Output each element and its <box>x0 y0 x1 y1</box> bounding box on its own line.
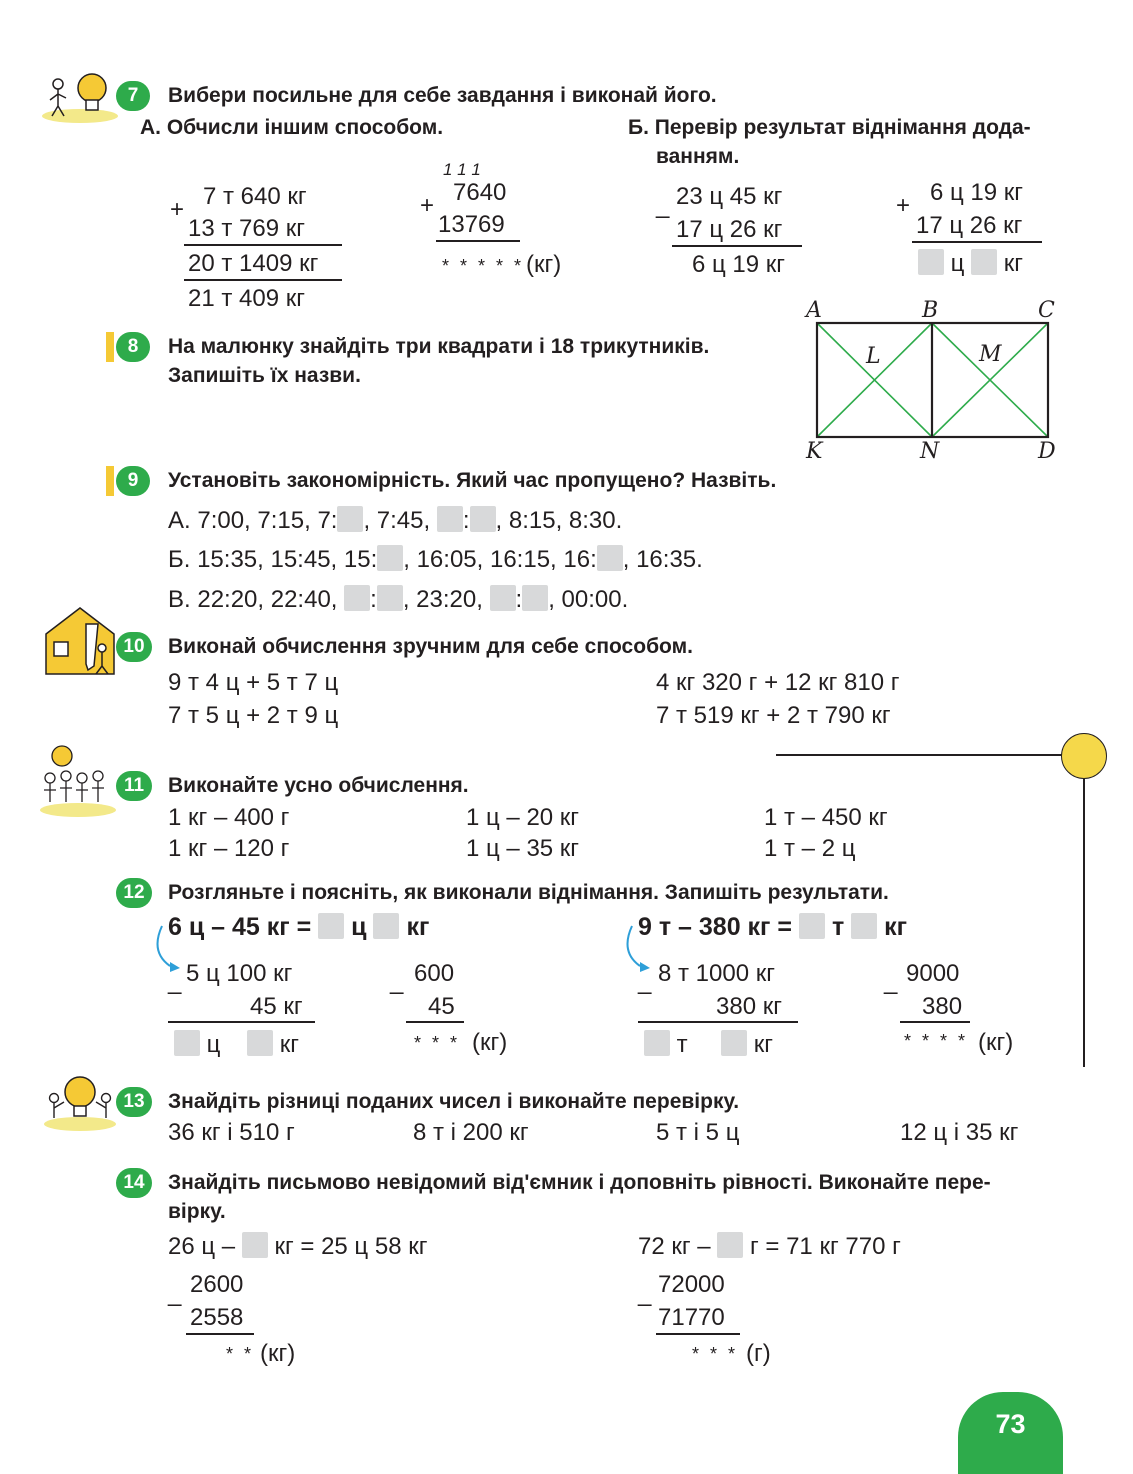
t12-left-n1: 600 <box>414 960 455 987</box>
t14-right-stars: * * * <box>692 1344 739 1364</box>
answer-box[interactable] <box>174 1030 200 1056</box>
b1-row2: 17 ц 26 кг <box>676 216 783 243</box>
yellow-circle-decoration <box>1061 733 1107 779</box>
task-14-number-badge: 14 <box>116 1168 152 1198</box>
divider <box>184 244 342 246</box>
t12-right-row2: 380 кг <box>716 993 782 1020</box>
task-8-line1: На малюнку знайдіть три квадрати і 18 трикутників. <box>168 335 710 358</box>
answer-box[interactable] <box>373 913 399 939</box>
answer-box[interactable] <box>344 585 370 611</box>
task-7-title: Вибери посильне для себе завдання і виконай його. <box>168 84 717 107</box>
label-a: A <box>806 298 822 323</box>
t12-right-row1: 8 т 1000 кг <box>658 960 775 987</box>
answer-box[interactable] <box>971 249 997 275</box>
task-10-r3: 4 кг 320 г + 12 кг 810 г <box>656 669 900 696</box>
task-13-item: 36 кг і 510 г <box>168 1119 295 1146</box>
task-7-option-b: Б. Перевір результат віднімання дода- <box>628 116 1031 139</box>
task-9-row-a: А. 7:00, 7:15, 7: , 7:45, : , 8:15, 8:30. <box>168 507 623 534</box>
b1-row3: 6 ц 19 кг <box>692 251 786 278</box>
divider <box>638 1021 798 1023</box>
label-b: B <box>922 298 939 323</box>
task-8-number-badge: 8 <box>116 332 150 362</box>
task-9-row-c: В. 22:20, 22:40, : , 23:20, : , 00:00. <box>168 586 629 613</box>
minus-sign: _ <box>168 968 182 995</box>
divider <box>436 240 520 242</box>
task-9-row-b: Б. 15:35, 15:45, 15: , 16:05, 16:15, 16: , 16:35. <box>168 546 703 573</box>
a1-row3: 20 т 1409 кг <box>188 250 319 277</box>
answer-box[interactable] <box>717 1232 743 1258</box>
task-11-item: 1 т – 450 кг <box>764 804 888 831</box>
answer-box[interactable] <box>247 1030 273 1056</box>
t12-right-stars: * * * * <box>904 1031 969 1051</box>
task-8-yellow-bar <box>106 332 114 362</box>
task-7-number-badge: 7 <box>116 81 150 111</box>
t14-left-unit: (кг) <box>260 1340 296 1367</box>
answer-box[interactable] <box>799 913 825 939</box>
a2-row1: 7640 <box>453 179 507 206</box>
t12-right-n2: 380 <box>922 993 963 1020</box>
divider <box>912 241 1042 243</box>
house-pencil-icon <box>42 604 118 676</box>
task-9-yellow-bar <box>106 466 114 496</box>
answer-box[interactable] <box>377 545 403 571</box>
task-11-item: 1 ц – 20 кг <box>466 804 580 831</box>
t14-right-unit: (г) <box>746 1340 771 1367</box>
a2-stars: * * * * * <box>442 256 525 276</box>
t12-left-n2: 45 <box>428 993 455 1020</box>
b2-row1: 6 ц 19 кг <box>930 179 1024 206</box>
task-13-item: 12 ц і 35 кг <box>900 1119 1019 1146</box>
label-d: D <box>1038 439 1056 464</box>
group-lightbulb-icon <box>38 744 118 818</box>
answer-box[interactable] <box>242 1232 268 1258</box>
task-7-option-a: А. Обчисли іншим способом. <box>140 116 444 139</box>
decorative-vertical-line <box>1083 779 1085 1067</box>
minus-sign: _ <box>390 968 404 995</box>
task-12-title: Розгляньте і поясніть, як виконали віднімання. Запишіть результати. <box>168 881 889 904</box>
t12-left-stars: * * * <box>414 1033 461 1053</box>
carry-digits: 1 1 1 <box>443 160 481 179</box>
task-9-title: Установіть закономірність. Який час пропущено? Назвіть. <box>168 469 777 492</box>
t14-left-n2: 2558 <box>190 1304 244 1331</box>
divider <box>186 1333 254 1335</box>
curved-arrow-icon <box>620 922 660 974</box>
answer-box[interactable] <box>318 913 344 939</box>
divider <box>900 1021 970 1023</box>
a1-row4: 21 т 409 кг <box>188 285 305 312</box>
unit-kg: кг <box>1003 250 1024 277</box>
t12-left-row1: 5 ц 100 кг <box>186 960 293 987</box>
answer-box[interactable] <box>522 585 548 611</box>
label-n: N <box>920 439 940 464</box>
answer-box[interactable] <box>597 545 623 571</box>
plus-sign: + <box>420 192 435 219</box>
t12-left-row2: 45 кг <box>250 993 303 1020</box>
task-11-item: 1 кг – 120 г <box>168 835 290 862</box>
minus-sign: _ <box>168 1280 182 1307</box>
task-9-number-badge: 9 <box>116 466 150 496</box>
unit-c: ц <box>950 250 965 277</box>
divider <box>168 1021 315 1023</box>
task-11-title: Виконайте усно обчислення. <box>168 774 469 797</box>
task-8-line2: Запишіть їх назви. <box>168 364 361 387</box>
task-13-item: 8 т і 200 кг <box>413 1119 529 1146</box>
label-c: C <box>1038 298 1055 323</box>
label-m: M <box>979 342 1002 367</box>
task-10-r1: 9 т 4 ц + 5 т 7 ц <box>168 669 339 696</box>
a1-row1: 7 т 640 кг <box>203 183 307 210</box>
task-10-r4: 7 т 519 кг + 2 т 790 кг <box>656 702 891 729</box>
divider <box>406 1021 464 1023</box>
task-12-number-badge: 12 <box>116 878 152 908</box>
task-10-number-badge: 10 <box>116 632 152 662</box>
a2-row2: 13769 <box>438 211 505 238</box>
plus-sign: + <box>170 196 185 223</box>
minus-sign: _ <box>638 1280 652 1307</box>
answer-box[interactable] <box>721 1030 747 1056</box>
answer-box[interactable] <box>470 506 496 532</box>
t14-left-n1: 2600 <box>190 1271 244 1298</box>
b2-row3 <box>918 249 1023 278</box>
t12-left-result: ц кг <box>174 1030 299 1059</box>
task-11-item: 1 кг – 400 г <box>168 804 290 831</box>
t12-right-unit: (кг) <box>978 1029 1014 1056</box>
plus-sign: + <box>896 192 911 219</box>
b2-row2: 17 ц 26 кг <box>916 212 1023 239</box>
lightbulb-people-icon <box>42 1068 118 1132</box>
minus-sign: _ <box>656 192 670 219</box>
task-13-number-badge: 13 <box>116 1087 152 1117</box>
lightbulb-thinker-icon <box>40 66 120 124</box>
divider <box>672 245 802 247</box>
task-13-title: Знайдіть різниці поданих чисел і виконайте перевірку. <box>168 1090 740 1113</box>
task-11-item: 1 т – 2 ц <box>764 835 856 862</box>
answer-box[interactable] <box>437 506 463 532</box>
answer-box[interactable] <box>377 585 403 611</box>
minus-sign: _ <box>638 968 652 995</box>
minus-sign: _ <box>884 968 898 995</box>
divider <box>184 279 342 281</box>
answer-box[interactable] <box>851 913 877 939</box>
a2-unit: (кг) <box>526 251 562 278</box>
task-13-item: 5 т і 5 ц <box>656 1119 740 1146</box>
task-12-right-equation: 9 т – 380 кг = т кг <box>638 913 908 941</box>
t12-right-n1: 9000 <box>906 960 960 987</box>
task-14-title: Знайдіть письмово невідомий від'ємник і доповніть рівності. Виконайте пере- <box>168 1171 991 1194</box>
task-10-r2: 7 т 5 ц + 2 т 9 ц <box>168 702 339 729</box>
t14-left-stars: * * <box>226 1344 255 1364</box>
answer-box[interactable] <box>918 249 944 275</box>
label-k: K <box>806 439 823 464</box>
page-number: 73 <box>958 1392 1063 1474</box>
task-14-left-equation: 26 ц – кг = 25 ц 58 кг <box>168 1233 428 1260</box>
b1-row1: 23 ц 45 кг <box>676 183 783 210</box>
task-11-item: 1 ц – 35 кг <box>466 835 580 862</box>
rectangle-figure <box>800 295 1065 465</box>
decorative-line <box>776 754 1064 756</box>
answer-box[interactable] <box>490 585 516 611</box>
curved-arrow-icon <box>150 922 190 974</box>
a1-row2: 13 т 769 кг <box>188 215 305 242</box>
divider <box>656 1333 740 1335</box>
t14-right-n2: 71770 <box>658 1304 725 1331</box>
t14-right-n1: 72000 <box>658 1271 725 1298</box>
task-14-title-cont: вірку. <box>168 1200 226 1223</box>
answer-box[interactable] <box>337 506 363 532</box>
label-l: L <box>866 344 881 369</box>
task-7-option-b-cont: ванням. <box>656 145 740 168</box>
task-12-left-equation: 6 ц – 45 кг = ц кг <box>168 913 430 941</box>
task-11-number-badge: 11 <box>116 771 152 801</box>
t12-right-result: т кг <box>644 1030 773 1059</box>
task-14-right-equation: 72 кг – г = 71 кг 770 г <box>638 1233 901 1260</box>
task-10-title: Виконай обчислення зручним для себе способом. <box>168 635 693 658</box>
answer-box[interactable] <box>644 1030 670 1056</box>
t12-left-unit: (кг) <box>472 1029 508 1056</box>
